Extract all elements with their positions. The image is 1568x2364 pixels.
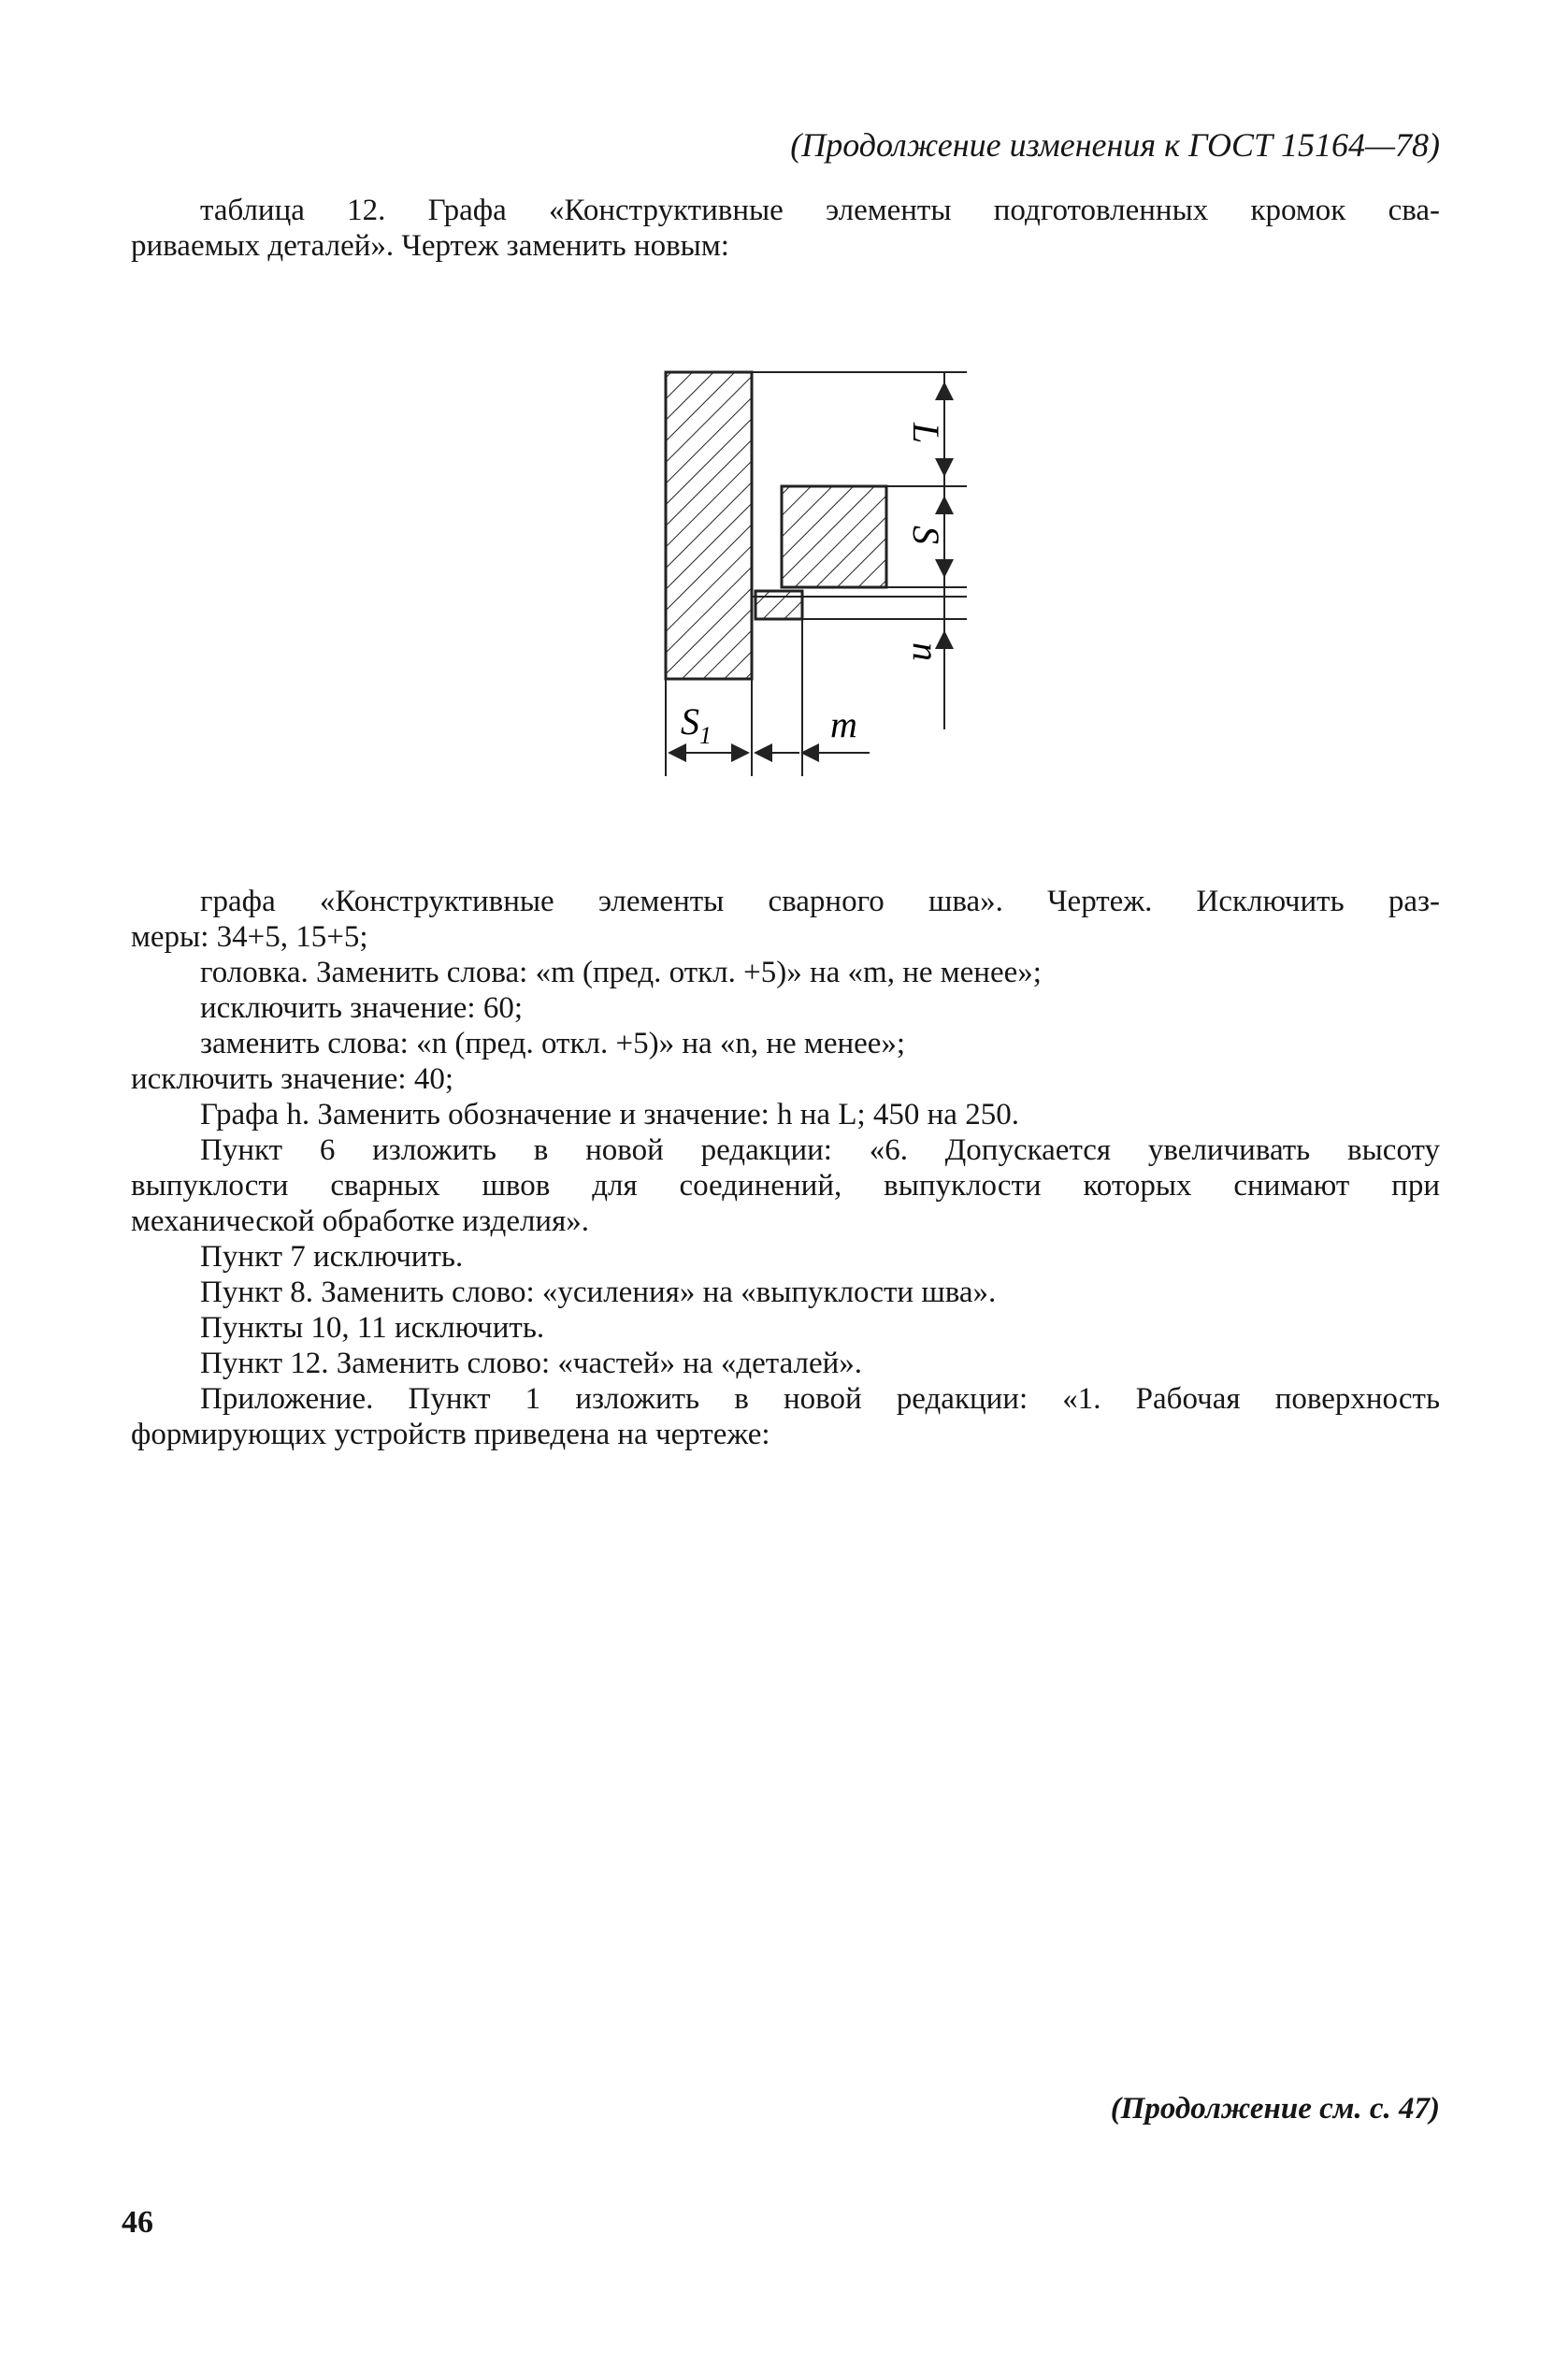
text-line: Приложение. Пункт 1 изложить в новой редакции: «1. Рабочая поверхность: [200, 1382, 1440, 1416]
text-line: Пункты 10, 11 исключить.: [200, 1311, 545, 1345]
text-line: Пункт 7 исключить.: [200, 1240, 464, 1274]
text-line: графа «Конструктивные элементы сварного шва». Чертеж. Исключить раз-: [200, 885, 1440, 918]
horizontal-plate: [782, 486, 886, 587]
text-line: Пункт 8. Заменить слово: «усиления» на «выпуклости шва».: [200, 1276, 997, 1309]
text-line: исключить значение: 60;: [200, 991, 524, 1025]
text-line: выпуклости сварных швов для соединений, выпуклости которых снимают при: [131, 1169, 1440, 1203]
vertical-plate: [666, 372, 752, 679]
text-line: заменить слова: «n (пред. откл. +5)» на «n, не менее»;: [200, 1027, 906, 1060]
backing-strip: [755, 591, 802, 619]
body-paragraphs: [131, 884, 1440, 1452]
continuation-footer: (Продолжение см. с. 47): [1110, 2092, 1440, 2126]
intro-paragraph: [131, 193, 1440, 264]
page-number: 46: [122, 2205, 153, 2240]
text-line: таблица 12. Графа «Конструктивные элементы подготовленных кромок сва-: [200, 194, 1440, 227]
dim-label-S1: $S_1$: [681, 700, 712, 749]
text-line: Пункт 12. Заменить слово: «частей» на «деталей».: [200, 1347, 863, 1380]
text-line: Пункт 6 изложить в новой редакции: «6. Допускается увеличивать высоту: [200, 1133, 1440, 1167]
text-line: формирующих устройств приведена на чертеже:: [131, 1418, 770, 1451]
continuation-header: (Продолжение изменения к ГОСТ 15164—78): [790, 126, 1440, 164]
text-line: Графа h. Заменить обозначение и значение: h на L; 450 на 250.: [200, 1098, 1019, 1132]
text-line: головка. Заменить слова: «m (пред. откл. +5)» на «m, не менее»;: [200, 956, 1042, 989]
weld-edge-drawing: [645, 355, 1010, 786]
text-line: меры: 34+5, 15+5;: [131, 920, 368, 954]
dim-label-L: L: [905, 423, 947, 444]
dim-label-m: m: [830, 703, 857, 745]
dim-label-n: n: [905, 642, 947, 661]
text-line: исключить значение: 40;: [131, 1062, 454, 1096]
text-line: механической обработке изделия».: [131, 1204, 590, 1238]
text-line: риваемых деталей». Чертеж заменить новым:: [131, 229, 729, 263]
dim-label-S: S: [905, 526, 947, 544]
